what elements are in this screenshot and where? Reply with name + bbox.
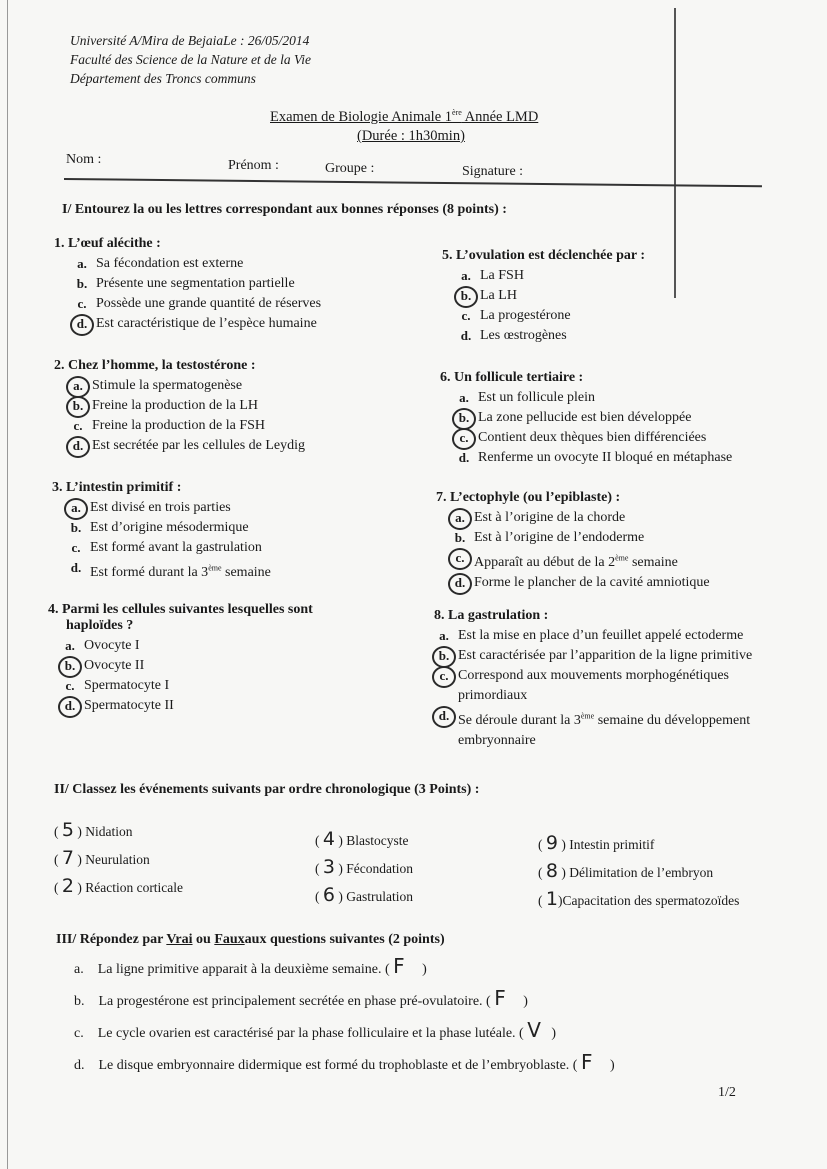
- field-groupe: Groupe :: [325, 161, 375, 176]
- section1-title: I/ Entourez la ou les lettres correspondant aux bonnes réponses (8 points) :: [62, 202, 507, 217]
- option-4d[interactable]: d. Spermatocyte II: [60, 696, 313, 716]
- chrono-col-3: [538, 830, 739, 914]
- option-7b[interactable]: b. Est à l’origine de l’endoderme: [454, 530, 645, 545]
- tf-item-d[interactable]: d. Le disque embryonnaire didermique est formé du trophoblaste et de l’embryoblaste. ( F ): [74, 1050, 615, 1074]
- chrono-item-blastocyste[interactable]: ( 4 ) Blastocyste: [315, 828, 409, 850]
- option-5a[interactable]: a. La FSH: [461, 268, 524, 283]
- option-2c[interactable]: c. Freine la production de la FSH: [73, 418, 266, 433]
- chrono-item-delimitation[interactable]: ( 8 ) Délimitation de l’embryon: [538, 860, 714, 882]
- question-3: 3. L’intestin primitif : a. Est divisé en trois parties b. Est d’origine mésodermique c. Est formé avant la gastrulation d. Est formé durant la 3ème semaine: [52, 480, 271, 583]
- option-8a[interactable]: a. Est la mise en place d’un feuillet appelé ectoderme: [439, 628, 744, 643]
- chrono-item-gastrulation[interactable]: ( 6 ) Gastrulation: [315, 884, 413, 906]
- option-6c[interactable]: c. Contient deux thèques bien différenciées: [454, 428, 732, 448]
- option-6b[interactable]: b. La zone pellucide est bien développée: [454, 408, 732, 428]
- option-4b[interactable]: b. Ovocyte II: [60, 656, 313, 676]
- section2-title: II/ Classez les événements suivants par ordre chronologique (3 Points) :: [54, 782, 480, 797]
- option-8d[interactable]: d. Se déroule durant la 3ème semaine du développement: [434, 706, 794, 731]
- option-2a[interactable]: a. Stimule la spermatogenèse: [68, 376, 305, 396]
- option-4a[interactable]: a. Ovocyte I: [65, 638, 140, 653]
- exam-duration: (Durée : 1h30min): [357, 128, 465, 144]
- header-university: Université A/Mira de BejaiaLe : 26/05/2014: [70, 33, 310, 48]
- option-3a[interactable]: a. Est divisé en trois parties: [66, 498, 271, 518]
- chrono-item-reaction-corticale[interactable]: ( 2 ) Réaction corticale: [54, 875, 184, 897]
- option-4c[interactable]: c. Spermatocyte I: [65, 678, 170, 693]
- chrono-item-capacitation[interactable]: ( 1)Capacitation des spermatozoïdes: [538, 888, 740, 910]
- option-8d-cont: embryonnaire: [458, 732, 536, 748]
- chrono-col-2: [315, 826, 413, 910]
- option-3d[interactable]: d. Est formé durant la 3ème semaine: [70, 560, 271, 580]
- header-department: Département des Troncs communs: [70, 71, 256, 86]
- option-8c[interactable]: c. Correspond aux mouvements morphogénétiques: [434, 666, 794, 686]
- option-5d[interactable]: d. Les œstrogènes: [460, 328, 567, 343]
- option-8c-cont: primordiaux: [458, 688, 528, 703]
- option-5c[interactable]: c. La progestérone: [461, 308, 571, 323]
- option-6d[interactable]: d. Renferme un ovocyte II bloqué en métaphase: [458, 450, 733, 465]
- exam-title: Examen de Biologie Animale 1ère Année LMD: [270, 108, 539, 125]
- question-2: 2. Chez l’homme, la testostérone : a. Stimule la spermatogenèse b. Freine la production de la LH c. Freine la production de la FSH d. Est secrétée par les cellules de Leydig: [54, 358, 305, 456]
- question-5: 5. L’ovulation est déclenchée par : a. La FSH b. La LH c. La progestérone d. Les œstrogènes: [442, 248, 645, 346]
- tf-item-c[interactable]: c. Le cycle ovarien est caractérisé par la phase folliculaire et la phase lutéale. ( V ): [74, 1018, 557, 1042]
- option-1a[interactable]: a. Sa fécondation est externe: [77, 256, 244, 271]
- option-2b[interactable]: b. Freine la production de la LH: [68, 396, 305, 416]
- question-1: 1. L’œuf alécithe : a. Sa fécondation est externe b. Présente une segmentation partielle c. Possède une grande quantité de réserves d. Est caractéristique de l’espèce humaine: [54, 236, 321, 334]
- question-4: 4. Parmi les cellules suivantes lesquelles sont haploïdes ? a. Ovocyte I b. Ovocyte II c. Spermatocyte I d. Spermatocyte II: [48, 602, 313, 716]
- question-7: 7. L’ectophyle (ou l’epiblaste) : a. Est à l’origine de la chorde b. Est à l’origine de l’endoderme c. Apparaît au début de la 2ème semaine d. Forme le plancher de la cavité amniotique: [436, 490, 710, 593]
- page-edge-line: [7, 0, 8, 1169]
- field-signature: Signature :: [462, 164, 524, 179]
- question-6: 6. Un follicule tertiaire : a. Est un follicule plein b. La zone pellucide est bien développée c. Contient deux thèques bien différenciées d. Renferme un ovocyte II bloqué en métaphase: [440, 370, 732, 468]
- question-8: 8. La gastrulation : a. Est la mise en place d’un feuillet appelé ectoderme b. Est caractérisée par l’apparition de la ligne primitive c. Correspond aux mouvements morphogénétiques primordiaux d. Se déroule durant la 3ème semaine du développement embryonnaire: [434, 608, 794, 751]
- option-7c[interactable]: c. Apparaît au début de la 2ème semaine: [450, 548, 710, 573]
- option-5b[interactable]: b. La LH: [456, 286, 645, 306]
- header-faculty: Faculté des Science de la Nature et de la Vie: [70, 52, 312, 67]
- option-7a[interactable]: a. Est à l’origine de la chorde: [450, 508, 710, 528]
- option-3c[interactable]: c. Est formé avant la gastrulation: [71, 540, 262, 555]
- option-1d[interactable]: d. Est caractéristique de l’espèce humaine: [72, 314, 321, 334]
- option-6a[interactable]: a. Est un follicule plein: [459, 390, 596, 405]
- fields-underline: [64, 178, 762, 187]
- option-8b[interactable]: b. Est caractérisée par l’apparition de la ligne primitive: [434, 646, 794, 666]
- page-number: 1/2: [718, 1085, 736, 1100]
- true-false-list: [74, 952, 615, 1080]
- option-7d[interactable]: d. Forme le plancher de la cavité amniotique: [450, 573, 710, 593]
- tf-item-b[interactable]: b. La progestérone est principalement secrétée en phase pré-ovulatoire. ( F ): [74, 986, 528, 1010]
- option-1b[interactable]: b. Présente une segmentation partielle: [76, 276, 295, 291]
- option-1c[interactable]: c. Possède une grande quantité de réserves: [77, 296, 322, 311]
- option-2d[interactable]: d. Est secrétée par les cellules de Leydig: [68, 436, 305, 456]
- option-3b[interactable]: b. Est d’origine mésodermique: [70, 520, 249, 535]
- chrono-item-intestin-primitif[interactable]: ( 9 ) Intestin primitif: [538, 832, 655, 854]
- chrono-item-fecondation[interactable]: ( 3 ) Fécondation: [315, 856, 413, 878]
- chrono-item-nidation[interactable]: ( 5 ) Nidation: [54, 819, 133, 841]
- section3-title: III/ Répondez par Vrai ou Fauxaux questions suivantes (2 points): [56, 932, 445, 947]
- chrono-col-1: [54, 817, 183, 901]
- page-fold-line: [674, 8, 676, 298]
- field-nom: Nom :: [66, 152, 102, 167]
- field-prenom: Prénom :: [228, 158, 279, 173]
- tf-item-a[interactable]: a. La ligne primitive apparait à la deuxième semaine. ( F ): [74, 954, 427, 978]
- chrono-item-neurulation[interactable]: ( 7 ) Neurulation: [54, 847, 150, 869]
